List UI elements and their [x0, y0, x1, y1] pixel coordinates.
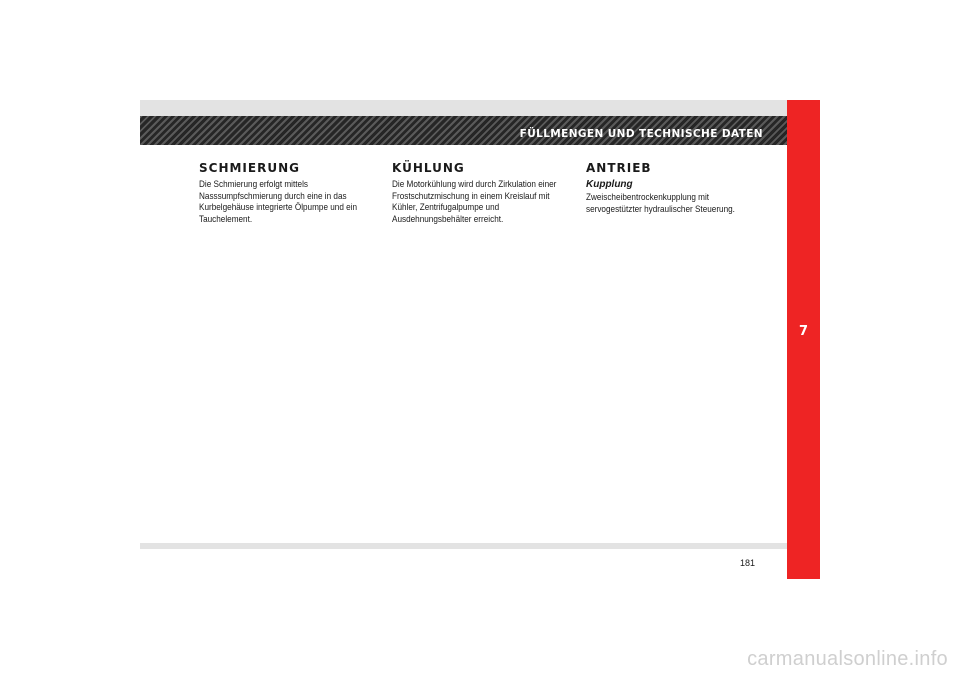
bottom-band — [140, 543, 787, 549]
section-schmierung — [199, 161, 379, 225]
page-title: FÜLLMENGEN UND TECHNISCHE DATEN — [519, 128, 763, 140]
section-text: Die Schmierung erfolgt mittels Nasssumpfschmierung durch eine in das Kurbelgehäuse integrierte Ölpumpe und ein Tauchelement. — [199, 179, 358, 225]
section-antrieb — [586, 161, 766, 215]
section-subheading: Kupplung — [586, 179, 633, 190]
chapter-number: 7 — [798, 324, 809, 339]
top-band — [140, 100, 787, 116]
section-text: Zweischeibentrockenkupplung mit servogestützter hydraulischer Steuerung. — [586, 192, 735, 215]
section-text: Die Motorkühlung wird durch Zirkulation einer Frostschutzmischung in einem Kreislauf mit Kühler, Zentrifugalpumpe und Ausdehnungsbehälter erreicht. — [392, 179, 557, 225]
section-heading: SCHMIERUNG — [199, 161, 300, 175]
section-kuehlung — [392, 161, 572, 225]
section-heading: KÜHLUNG — [392, 161, 465, 175]
header-bar — [140, 116, 787, 145]
watermark[interactable]: carmanualsonline.info — [747, 648, 948, 670]
chapter-tab — [787, 100, 820, 579]
section-heading: ANTRIEB — [586, 161, 652, 175]
page-number: 181 — [740, 558, 756, 568]
